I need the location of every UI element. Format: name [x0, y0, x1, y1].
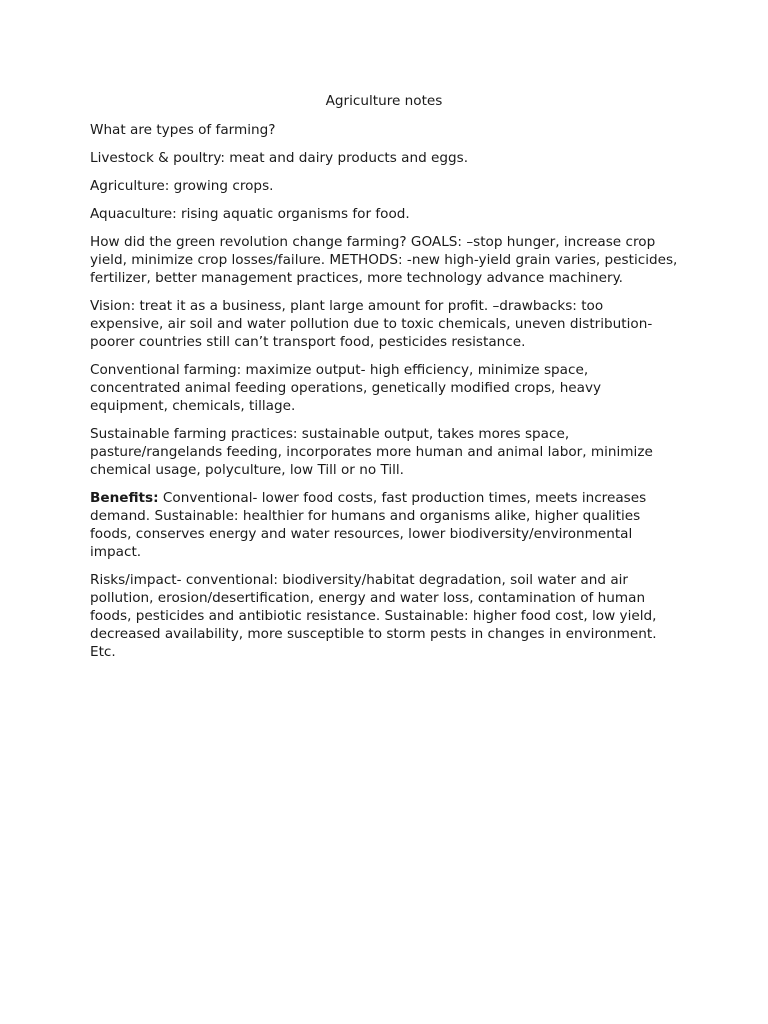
paragraph-agriculture — [90, 177, 680, 195]
benefits-heading: Benefits: — [90, 490, 159, 506]
paragraph-text: Aquaculture: rising aquatic organisms for food. — [90, 206, 410, 222]
paragraph-text: Sustainable farming practices: sustainable output, takes mores space, pasture/rangelands feeding, incorporates more human and animal labor, minimize chemical usage, polyculture, low Till or no Till. — [90, 426, 653, 478]
paragraph-text: Conventional- lower food costs, fast production times, meets increases demand. Sustainable: healthier for humans and organisms alike, higher qualities foods, conserves energy and water resources, lower biodiversity/environmental impact. — [90, 490, 647, 560]
paragraph-sustainable-farming — [90, 425, 680, 479]
paragraph-text: Vision: treat it as a business, plant large amount for profit. –drawbacks: too expensive, air soil and water pollution due to toxic chemicals, uneven distribution-poorer countries still can’t transport food, pesticides resistance. — [90, 298, 653, 350]
paragraph-types-of-farming — [90, 121, 680, 139]
paragraph-text: Conventional farming: maximize output- high efficiency, minimize space, concentrated animal feeding operations, genetically modified crops, heavy equipment, chemicals, tillage. — [90, 362, 602, 414]
paragraph-green-revolution — [90, 233, 680, 287]
paragraph-text: How did the green revolution change farming? GOALS: –stop hunger, increase crop yield, minimize crop losses/failure. METHODS: -new high-yield grain varies, pesticides, fertilizer, better management practices, more technology advance machinery. — [90, 234, 678, 286]
paragraph-risks-impact — [90, 571, 680, 661]
paragraph-aquaculture — [90, 205, 680, 223]
paragraph-text: Agriculture: growing crops. — [90, 178, 274, 194]
document-title: Agriculture notes — [325, 93, 443, 109]
paragraph-text: Livestock & poultry: meat and dairy products and eggs. — [90, 150, 469, 166]
document-body — [90, 121, 680, 671]
paragraph-livestock — [90, 149, 680, 167]
paragraph-conventional-farming — [90, 361, 680, 415]
paragraph-text: Risks/impact- conventional: biodiversity/habitat degradation, soil water and air pollution, erosion/desertification, energy and water loss, contamination of human foods, pesticides and antibiotic resistance. Sustainable: higher food cost, low yield, decreased availability, more susceptible to storm pests in changes in environment. Etc. — [90, 572, 657, 660]
paragraph-vision — [90, 297, 680, 351]
paragraph-text: What are types of farming? — [90, 122, 276, 138]
paragraph-benefits — [90, 489, 680, 561]
